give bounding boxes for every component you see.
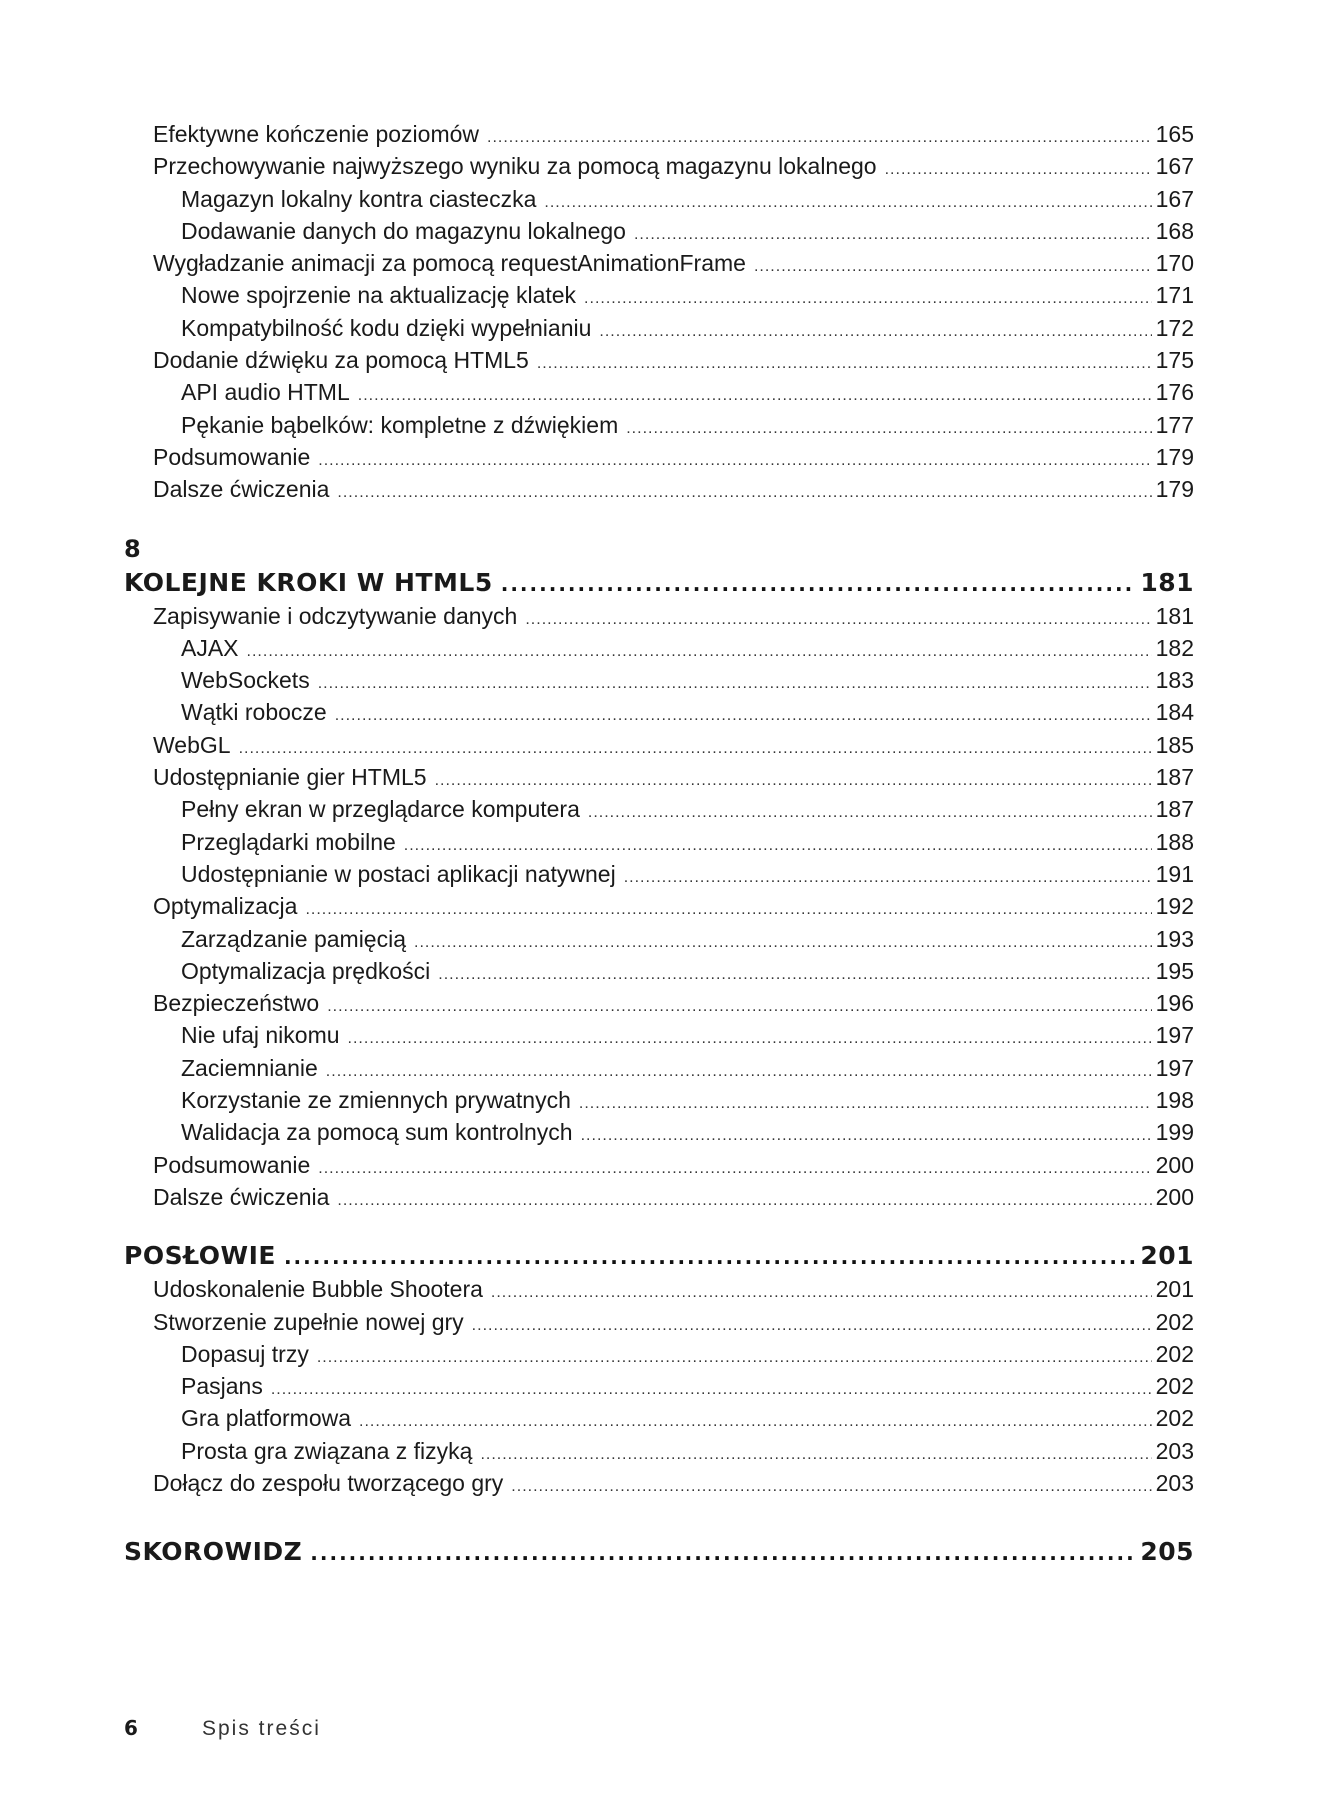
index-page-number: 205: [1140, 1537, 1194, 1567]
toc-subentry: [124, 1338, 1194, 1370]
leader-dots: [537, 348, 1152, 380]
leader-dots: [284, 1240, 1136, 1274]
toc-entry: [124, 473, 1194, 505]
chapter-page-number: 181: [1140, 567, 1194, 597]
toc-entry-page-number: 175: [1155, 347, 1194, 374]
toc-entry-page-number: 172: [1155, 314, 1194, 341]
toc-entry-page-number: 167: [1155, 185, 1194, 212]
toc-entry-page-number: 202: [1155, 1405, 1194, 1432]
chapter-number: 8: [124, 534, 141, 563]
toc-entry-title: Udostępnianie w postaci aplikacji natywnej: [181, 860, 616, 887]
toc-entry-title: Dodanie dźwięku za pomocą HTML5: [153, 347, 529, 374]
leader-dots: [247, 636, 1152, 668]
toc-entry-title: Wątki robocze: [181, 699, 327, 726]
toc-entry-title: Pasjans: [181, 1373, 263, 1400]
toc-entry: [124, 247, 1194, 279]
toc-entry-title: Podsumowanie: [153, 443, 311, 470]
toc-entry-page-number: 201: [1155, 1276, 1194, 1303]
toc-entry-title: Dalsze ćwiczenia: [153, 1183, 330, 1210]
toc-entry-page-number: 165: [1155, 121, 1194, 147]
toc-entry-title: Stworzenie zupełnie nowej gry: [153, 1308, 464, 1335]
toc-entry-page-number: 203: [1155, 1437, 1194, 1464]
toc-entry: [124, 729, 1194, 761]
leader-dots: [317, 1342, 1152, 1374]
leader-dots: [588, 797, 1152, 829]
leader-dots: [754, 251, 1152, 283]
toc-entry-title: Dalsze ćwiczenia: [153, 476, 330, 503]
leader-dots: [348, 1023, 1152, 1055]
toc-entry-title: WebGL: [153, 731, 231, 758]
leader-dots: [480, 1439, 1151, 1471]
toc-entry: [124, 761, 1194, 793]
leader-dots: [599, 316, 1151, 348]
afterword-heading: [124, 1239, 1194, 1273]
leader-dots: [581, 1120, 1152, 1152]
chapter-title: KOLEJNE KROKI W HTML5: [124, 567, 493, 597]
footer-running-title: Spis treści: [202, 1717, 321, 1740]
afterword-title: POSŁOWIE: [124, 1241, 276, 1271]
toc-entry-title: Efektywne kończenie poziomów: [153, 121, 479, 147]
toc-subentry: [124, 1116, 1194, 1148]
toc-subentry: [124, 1370, 1194, 1402]
toc-entry-title: WebSockets: [181, 667, 310, 694]
toc-entry-title: Magazyn lokalny kontra ciasteczka: [181, 185, 537, 212]
toc-subentry: [124, 1402, 1194, 1434]
toc-entry-page-number: 182: [1155, 634, 1194, 661]
toc-section-before: [124, 118, 1194, 506]
toc-subentry: [124, 1084, 1194, 1116]
table-of-contents: [124, 118, 1194, 1569]
toc-entry: [124, 600, 1194, 632]
toc-entry: [124, 987, 1194, 1019]
toc-entry-page-number: 179: [1155, 476, 1194, 503]
toc-entry: [124, 1306, 1194, 1338]
toc-entry-title: Pełny ekran w przeglądarce komputera: [181, 796, 580, 823]
toc-entry-title: Przechowywanie najwyższego wyniku za pomocą magazynu lokalnego: [153, 153, 877, 180]
leader-dots: [318, 1153, 1151, 1185]
toc-subentry: [124, 1019, 1194, 1051]
leader-dots: [885, 154, 1152, 186]
toc-entry-title: Zaciemnianie: [181, 1054, 318, 1081]
toc-entry-page-number: 191: [1155, 860, 1194, 887]
leader-dots: [472, 1310, 1152, 1342]
toc-entry-title: Wygładzanie animacji za pomocą requestAnimationFrame: [153, 250, 746, 277]
toc-entry: [124, 441, 1194, 473]
toc-entry-title: Udostępnianie gier HTML5: [153, 764, 427, 791]
page-footer: [124, 1716, 321, 1741]
toc-entry-title: Nowe spojrzenie na aktualizację klatek: [181, 282, 577, 309]
leader-dots: [544, 187, 1151, 219]
toc-subentry: [124, 696, 1194, 728]
leader-dots: [318, 445, 1151, 477]
toc-entry-page-number: 168: [1155, 217, 1194, 244]
toc-entry: [124, 1273, 1194, 1305]
toc-entry-title: Optymalizacja prędkości: [181, 957, 431, 984]
toc-entry-page-number: 181: [1155, 602, 1194, 629]
toc-entry: [124, 118, 1194, 150]
toc-entry: [124, 1467, 1194, 1499]
leader-dots: [626, 413, 1151, 445]
toc-entry-page-number: 187: [1155, 764, 1194, 791]
toc-entry-title: Przeglądarki mobilne: [181, 828, 396, 855]
toc-entry-title: Korzystanie ze zmiennych prywatnych: [181, 1087, 571, 1114]
toc-subentry: [124, 215, 1194, 247]
toc-subentry: [124, 664, 1194, 696]
toc-entry-title: Bezpieczeństwo: [153, 990, 320, 1017]
leader-dots: [335, 700, 1152, 732]
toc-subentry: [124, 1435, 1194, 1467]
toc-entry-title: Zapisywanie i odczytywanie danych: [153, 602, 518, 629]
toc-subentry: [124, 409, 1194, 441]
toc-entry-page-number: 198: [1155, 1087, 1194, 1114]
toc-entry-title: Udoskonalenie Bubble Shootera: [153, 1276, 483, 1303]
chapter-heading: [124, 566, 1194, 600]
toc-entry-title: Optymalizacja: [153, 893, 298, 920]
index-heading: [124, 1535, 1194, 1569]
toc-subentry: [124, 826, 1194, 858]
leader-dots: [414, 927, 1152, 959]
index-title: SKOROWIDZ: [124, 1537, 303, 1567]
toc-entry-page-number: 188: [1155, 828, 1194, 855]
toc-entry-title: API audio HTML: [181, 379, 350, 406]
leader-dots: [584, 283, 1152, 315]
toc-subentry: [124, 312, 1194, 344]
toc-subentry: [124, 955, 1194, 987]
toc-entry: [124, 1149, 1194, 1181]
toc-entry-title: AJAX: [181, 634, 239, 661]
toc-entry-page-number: 197: [1155, 1054, 1194, 1081]
toc-entry-page-number: 171: [1155, 282, 1194, 309]
toc-entry-page-number: 167: [1155, 153, 1194, 180]
toc-entry-page-number: 179: [1155, 443, 1194, 470]
toc-subentry: [124, 923, 1194, 955]
toc-entry-page-number: 185: [1155, 731, 1194, 758]
toc-entry-title: Pękanie bąbelków: kompletne z dźwiękiem: [181, 411, 619, 438]
leader-dots: [501, 567, 1137, 601]
leader-dots: [525, 604, 1151, 636]
toc-entry-page-number: 200: [1155, 1151, 1194, 1178]
toc-subentry: [124, 858, 1194, 890]
toc-afterword-entries: [124, 1273, 1194, 1499]
toc-entry-page-number: 176: [1155, 379, 1194, 406]
toc-entry-page-number: 199: [1155, 1119, 1194, 1146]
leader-dots: [305, 894, 1151, 926]
toc-entry-title: Prosta gra związana z fizyką: [181, 1437, 473, 1464]
toc-entry-page-number: 193: [1155, 925, 1194, 952]
footer-page-number: 6: [124, 1716, 138, 1740]
leader-dots: [337, 477, 1151, 509]
toc-subentry: [124, 1052, 1194, 1084]
leader-dots: [318, 668, 1152, 700]
toc-entry-page-number: 192: [1155, 893, 1194, 920]
toc-subentry: [124, 376, 1194, 408]
toc-entry: [124, 344, 1194, 376]
leader-dots: [337, 1185, 1151, 1217]
leader-dots: [624, 862, 1152, 894]
toc-entry-title: Dodawanie danych do magazynu lokalnego: [181, 217, 626, 244]
toc-entry: [124, 890, 1194, 922]
toc-entry-page-number: 170: [1155, 250, 1194, 277]
leader-dots: [327, 991, 1151, 1023]
toc-entry-page-number: 202: [1155, 1308, 1194, 1335]
afterword-page-number: 201: [1140, 1241, 1194, 1271]
toc-entry-page-number: 202: [1155, 1340, 1194, 1367]
toc-entry-title: Kompatybilność kodu dzięki wypełnianiu: [181, 314, 592, 341]
toc-entry-page-number: 197: [1155, 1022, 1194, 1049]
leader-dots: [438, 959, 1151, 991]
toc-entry-page-number: 184: [1155, 699, 1194, 726]
toc-entry-page-number: 183: [1155, 667, 1194, 694]
leader-dots: [579, 1088, 1152, 1120]
toc-subentry: [124, 793, 1194, 825]
toc-subentry: [124, 183, 1194, 215]
leader-dots: [511, 1471, 1151, 1503]
toc-entry-title: Podsumowanie: [153, 1151, 311, 1178]
leader-dots: [491, 1277, 1152, 1309]
leader-dots: [271, 1374, 1152, 1406]
toc-entry: [124, 1181, 1194, 1213]
toc-chapter8-entries: [124, 600, 1194, 1214]
toc-entry-page-number: 203: [1155, 1469, 1194, 1496]
toc-entry-page-number: 177: [1155, 411, 1194, 438]
toc-subentry: [124, 632, 1194, 664]
toc-entry-title: Gra platformowa: [181, 1405, 352, 1432]
toc-entry-title: Dopasuj trzy: [181, 1340, 309, 1367]
toc-entry-page-number: 202: [1155, 1373, 1194, 1400]
toc-entry: [124, 150, 1194, 182]
toc-entry-title: Walidacja za pomocą sum kontrolnych: [181, 1119, 573, 1146]
toc-entry-title: Nie ufaj nikomu: [181, 1022, 340, 1049]
toc-entry-page-number: 195: [1155, 957, 1194, 984]
toc-entry-page-number: 196: [1155, 990, 1194, 1017]
toc-subentry: [124, 279, 1194, 311]
toc-entry-page-number: 187: [1155, 796, 1194, 823]
toc-entry-title: Zarządzanie pamięcią: [181, 925, 407, 952]
leader-dots: [310, 1536, 1136, 1570]
toc-entry-page-number: 200: [1155, 1183, 1194, 1210]
toc-entry-title: Dołącz do zespołu tworzącego gry: [153, 1469, 504, 1496]
